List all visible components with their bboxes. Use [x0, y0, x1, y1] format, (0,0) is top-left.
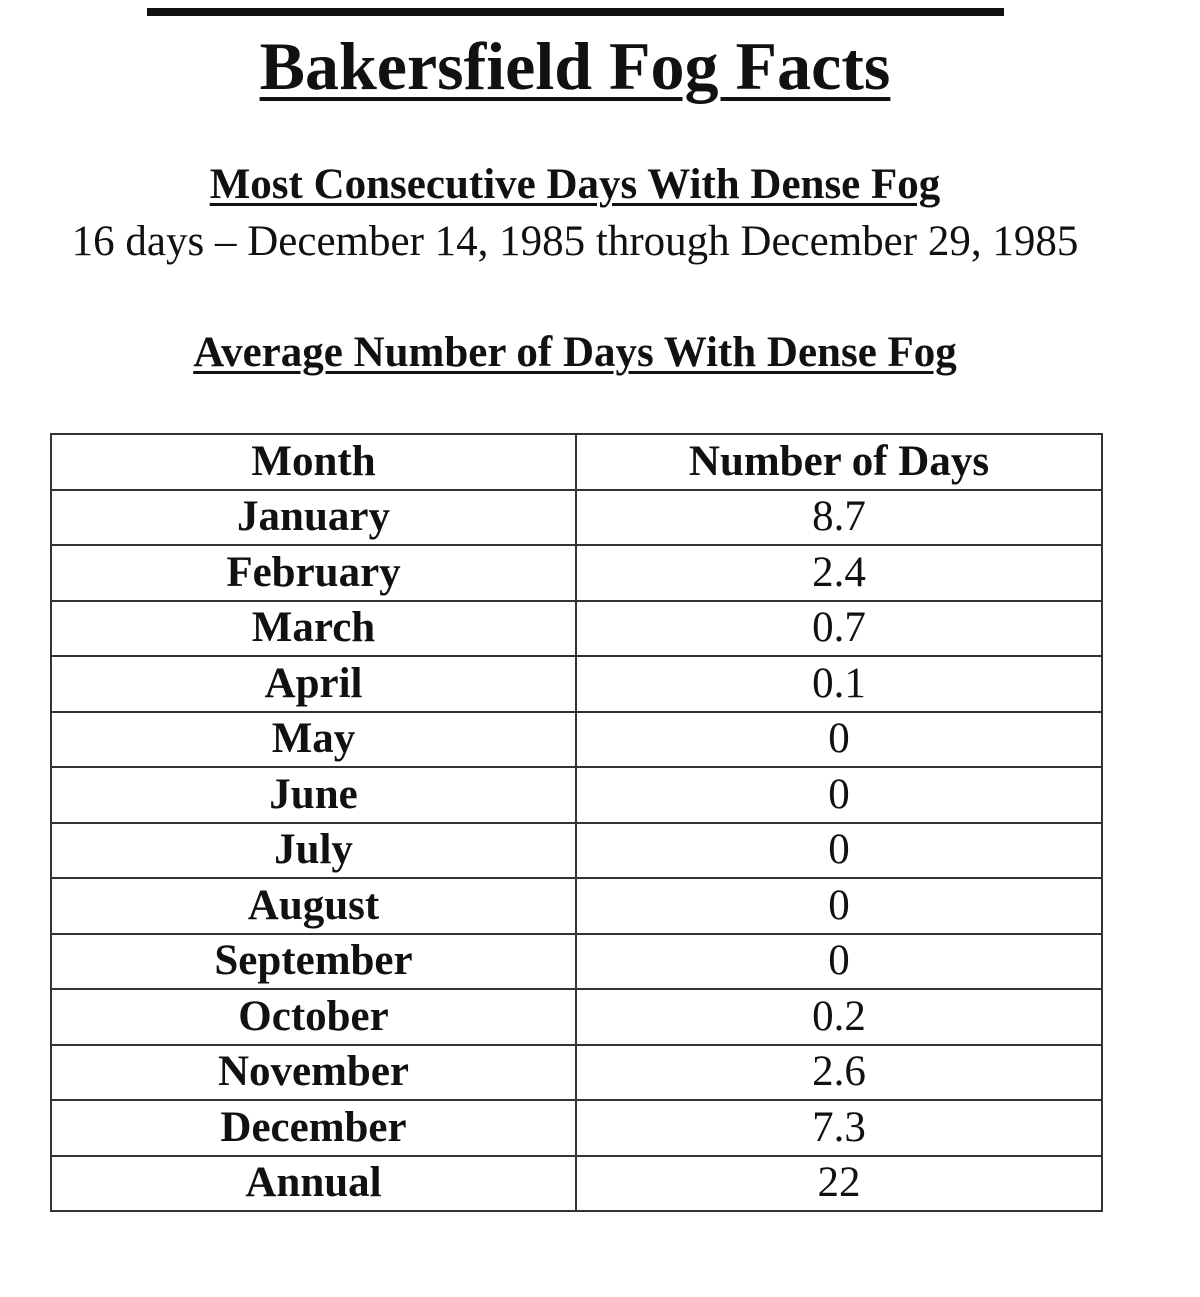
- month-cell: March: [51, 601, 576, 657]
- days-cell: 7.3: [576, 1100, 1102, 1156]
- column-header-days: Number of Days: [576, 434, 1102, 490]
- table-row: [51, 490, 1102, 546]
- document-title: [0, 26, 1150, 106]
- month-cell: January: [51, 490, 576, 546]
- top-rule: [147, 8, 1004, 16]
- average-heading: [0, 328, 1150, 378]
- table-row: [51, 934, 1102, 990]
- table-row: [51, 712, 1102, 768]
- table-row: [51, 1100, 1102, 1156]
- month-cell: October: [51, 989, 576, 1045]
- table-row-annual: [51, 1156, 1102, 1212]
- days-cell: 0.1: [576, 656, 1102, 712]
- consecutive-heading-text: Most Consecutive Days With Dense Fog: [209, 161, 941, 208]
- month-cell: February: [51, 545, 576, 601]
- table-row: [51, 656, 1102, 712]
- table-header-row: [51, 434, 1102, 490]
- month-cell: November: [51, 1045, 576, 1101]
- consecutive-heading: [0, 160, 1150, 210]
- table-row: [51, 1045, 1102, 1101]
- month-cell: September: [51, 934, 576, 990]
- column-header-month: Month: [51, 434, 576, 490]
- days-cell: 0: [576, 823, 1102, 879]
- month-cell: May: [51, 712, 576, 768]
- month-cell: June: [51, 767, 576, 823]
- days-cell: 0: [576, 712, 1102, 768]
- days-cell: 0: [576, 934, 1102, 990]
- days-cell: 22: [576, 1156, 1102, 1212]
- month-cell: August: [51, 878, 576, 934]
- table-row: [51, 823, 1102, 879]
- table-row: [51, 878, 1102, 934]
- days-cell: 2.4: [576, 545, 1102, 601]
- month-cell: July: [51, 823, 576, 879]
- days-cell: 0: [576, 878, 1102, 934]
- table-row: [51, 989, 1102, 1045]
- month-cell: April: [51, 656, 576, 712]
- table-row: [51, 545, 1102, 601]
- document-title-text: Bakersfield Fog Facts: [259, 28, 891, 104]
- days-cell: 0: [576, 767, 1102, 823]
- days-cell: 0.2: [576, 989, 1102, 1045]
- average-heading-text: Average Number of Days With Dense Fog: [193, 329, 957, 376]
- days-cell: 8.7: [576, 490, 1102, 546]
- fog-days-table: [50, 433, 1103, 1212]
- days-cell: 0.7: [576, 601, 1102, 657]
- days-cell: 2.6: [576, 1045, 1102, 1101]
- table-row: [51, 601, 1102, 657]
- table-row: [51, 767, 1102, 823]
- month-cell: Annual: [51, 1156, 576, 1212]
- month-cell: December: [51, 1100, 576, 1156]
- consecutive-record: 16 days – December 14, 1985 through December 29, 1985: [71, 218, 1079, 265]
